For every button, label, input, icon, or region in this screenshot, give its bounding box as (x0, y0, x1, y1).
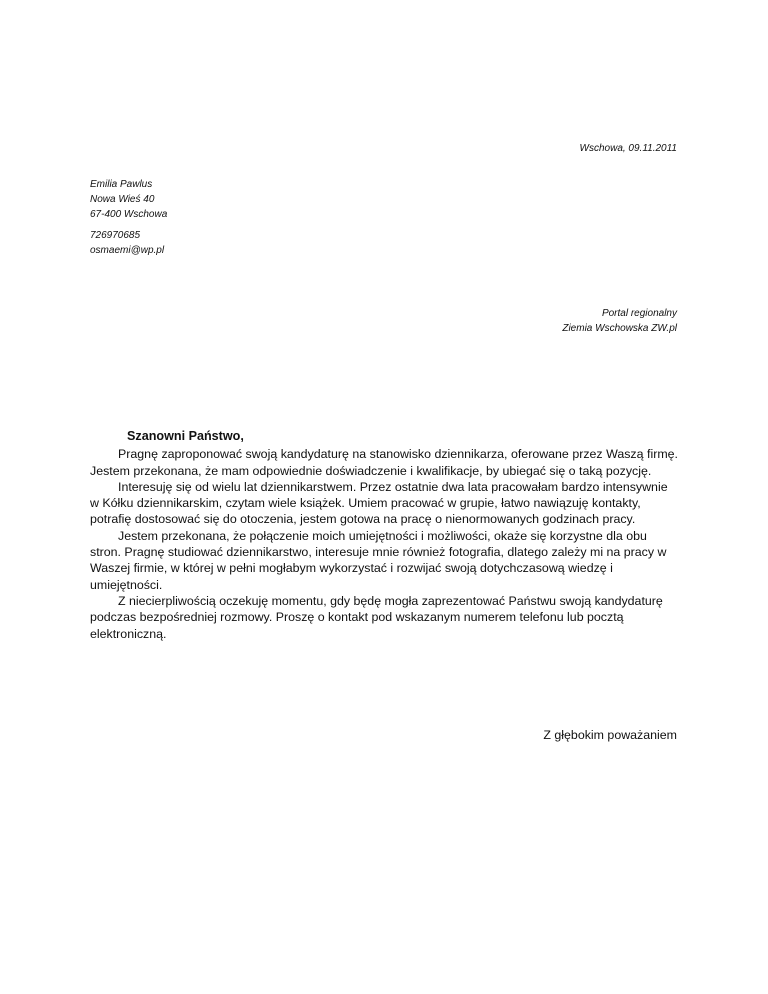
paragraph-1: Pragnę zaproponować swoją kandydaturę na stanowisko dziennikarza, oferowane przez Waszą firmę. Jestem przekonana, że mam odpowiednie doświadczenie i kwalifikacje, by ubiegać się o taką pozycję. (90, 447, 678, 478)
place-date: Wschowa, 09.11.2011 (579, 143, 677, 154)
sender-name: Emilia Pawlus (90, 179, 153, 190)
sender-city: 67-400 Wschowa (90, 209, 168, 220)
letter-body (90, 428, 678, 642)
sender-contact (90, 228, 164, 258)
recipient-line-1: Portal regionalny (601, 308, 677, 319)
sender-email: osmaemi@wp.pl (90, 245, 165, 256)
recipient-address (562, 306, 677, 336)
paragraph-4: Z niecierpliwością oczekuję momentu, gdy będę mogła zaprezentować Państwu swoją kandydaturę podczas bezpośredniej rozmowy. Proszę o kontakt pod wskazanym numerem telefonu lub pocztą elektroniczną. (90, 593, 663, 641)
closing: Z głębokim poważaniem (543, 728, 677, 742)
sender-phone: 726970685 (90, 230, 141, 241)
paragraph-3: Jestem przekonana, że połączenie moich umiejętności i możliwości, okaże się korzystne dla obu stron. Pragnę studiować dziennikarstwo, interesuje mnie również fotografia, dlatego zależy mi na pracy w Waszej firmie, w której w pełni mogłabym wykorzystać i rozwijać swoją dotychczasową wiedzę i umiejętności. (90, 528, 667, 592)
salutation: Szanowni Państwo, (127, 429, 244, 443)
paragraph-2: Interesuję się od wielu lat dziennikarstwem. Przez ostatnie dwa lata pracowałam bardzo intensywnie w Kółku dziennikarskim, czytam wiele książek. Umiem pracować w grupie, łatwo nawiązuję kontakty, potrafię dostosować się do otoczenia, jestem gotowa na pracę o nienormowanych godzinach pracy. (90, 479, 668, 527)
sender-address (90, 177, 167, 222)
recipient-line-2: Ziemia Wschowska ZW.pl (562, 323, 677, 334)
sender-street: Nowa Wieś 40 (90, 194, 155, 205)
